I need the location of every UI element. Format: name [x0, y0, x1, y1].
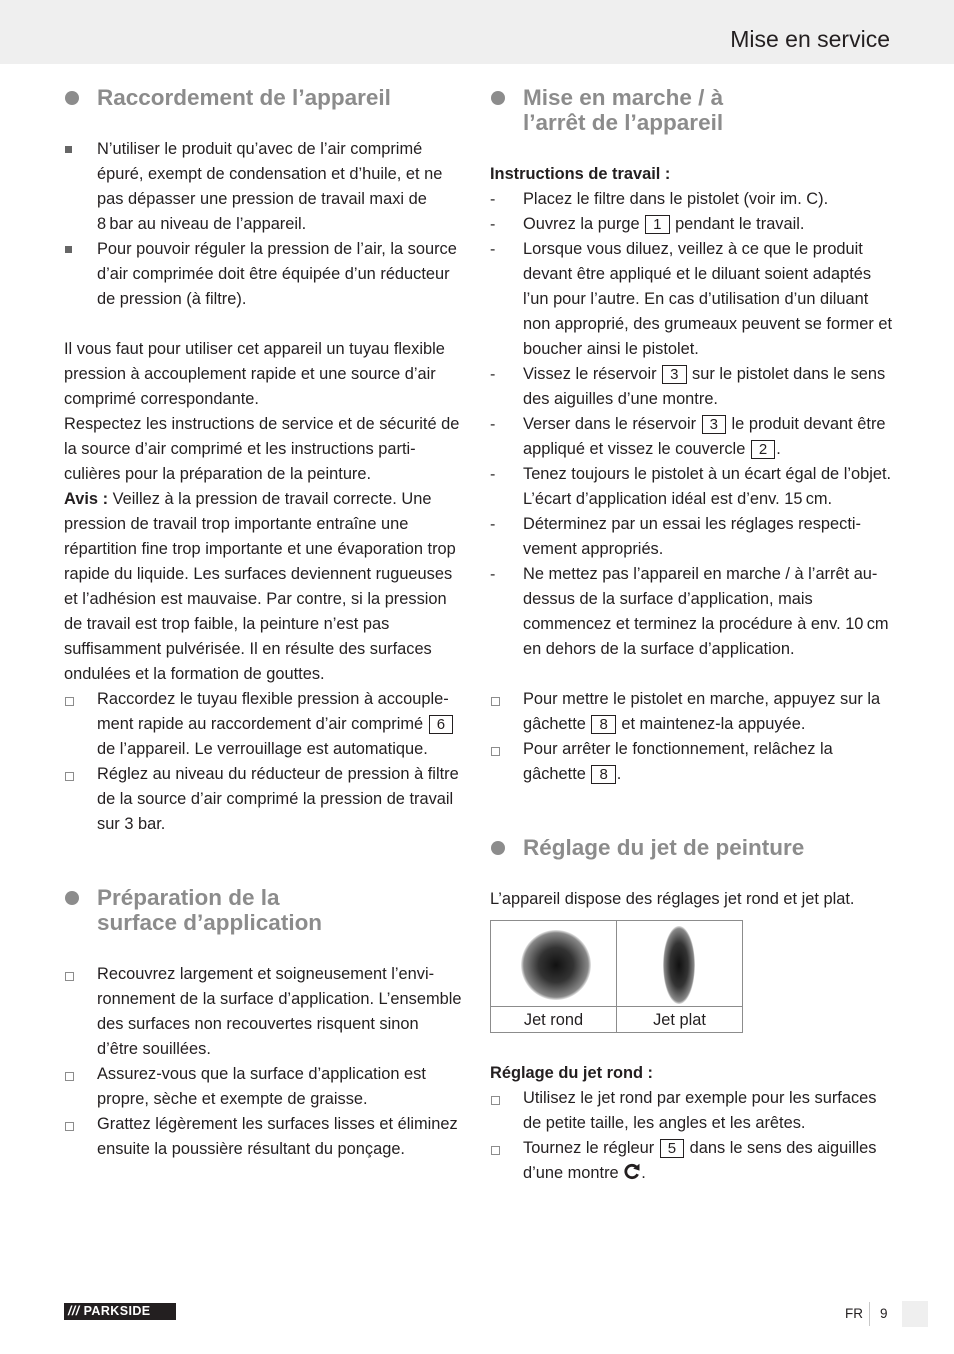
left-column — [64, 80, 464, 1162]
checkbox-bullet-icon — [490, 1136, 510, 1161]
footer-divider — [869, 1302, 870, 1326]
heading-bullet-icon — [65, 891, 79, 905]
heading-bullet-icon — [491, 841, 505, 855]
dash-item: - Ne mettez pas l’appareil en marche / à l’arrêt au-dessus de la surface d’application, mais commencez et terminez la procédure à env. 10 cm en dehors de la surface d’application. — [490, 562, 892, 662]
reference-number: 8 — [591, 765, 615, 784]
step-item: Raccordez le tuyau flexible pression à accouplement rapide au raccordement d’air comprimé 6 de l’appareil. Le verrouillage est automatique. — [64, 687, 464, 762]
step-item: Utilisez le jet rond par exemple pour les surfaces de petite taille, les angles et les arêtes. — [490, 1086, 892, 1136]
flat-spray-cell — [617, 921, 743, 1007]
page-number: 9 — [880, 1306, 888, 1321]
reference-number: 2 — [751, 440, 775, 459]
avis-paragraph: Avis : Veillez à la pression de travail correcte. Une pression de travail trop importante entraîne une répartition fine trop importante et une évaporation trop rapide du liquide. Les surfaces deviennent rugueuses et l’adhésion est mauvaise. Par contre, si la pression de travail est trop faible, la peinture n’est pas suffisamment pulvérisée. Il en résulte des surfaces ondulées et la formation de gouttes. — [64, 490, 456, 683]
checkbox-bullet-icon — [64, 762, 84, 787]
dash-bullet-icon — [490, 562, 510, 587]
checkbox-bullet-icon — [64, 962, 84, 987]
dash-bullet-icon — [490, 412, 510, 437]
step-item: Grattez légèrement les surfaces lisses et éliminez ensuite la poussière résultant du ponçage. — [64, 1112, 464, 1162]
dash-bullet-icon — [490, 462, 510, 487]
reference-number: 3 — [662, 365, 686, 384]
footer-tab — [902, 1301, 928, 1327]
section-heading-mise-en-marche: Mise en marche / à l’arrêt de l’appareil — [490, 85, 892, 135]
reference-number: 5 — [660, 1139, 684, 1158]
dash-item: - Déterminez par un essai les réglages respectivement appropriés. — [490, 512, 892, 562]
square-bullet-icon — [64, 137, 84, 162]
paragraph: Respectez les instructions de service et de sécurité de la source d’air comprimé et les instructions particulières pour la préparation de la peinture. — [64, 415, 460, 483]
flat-spray-pattern-icon — [663, 926, 695, 1004]
caption-round: Jet rond — [491, 1007, 617, 1033]
section-heading-preparation: Préparation de la surface d’application — [64, 885, 464, 935]
avis-label: Avis : — [64, 490, 109, 508]
reference-number: 3 — [702, 415, 726, 434]
caption-flat: Jet plat — [617, 1007, 743, 1033]
dash-bullet-icon — [490, 212, 510, 237]
dash-bullet-icon — [490, 237, 510, 262]
page-title: Mise en service — [730, 26, 890, 52]
subheading-instructions: Instructions de travail : — [490, 165, 671, 183]
clockwise-arrow-icon — [623, 1163, 641, 1180]
bullet-item: Pour pouvoir réguler la pression de l’air, la source d’air comprimée doit être équipée d’un réducteur de pression (à filtre). — [64, 237, 464, 312]
dash-bullet-icon — [490, 187, 510, 212]
step-item: Pour arrêter le fonctionnement, relâchez la gâchette 8 . — [490, 737, 892, 787]
dash-bullet-icon — [490, 512, 510, 537]
section-heading-reglage-jet: Réglage du jet de peinture — [490, 835, 892, 860]
right-column — [490, 80, 892, 1186]
step-item: Réglez au niveau du réducteur de pression à filtre de la source d’air comprimé la pression de travail sur 3 bar. — [64, 762, 464, 837]
checkbox-bullet-icon — [490, 1086, 510, 1111]
subheading-jet-rond: Réglage du jet rond : — [490, 1064, 654, 1082]
dash-item: - Verser dans le réservoir 3 le produit devant être appliqué et vissez le couvercle 2 . — [490, 412, 892, 462]
language-code: FR — [845, 1306, 863, 1321]
bullet-item: N’utiliser le produit qu’avec de l’air comprimé épuré, exempt de condensation et d’huile, et ne pas dépasser une pression de travail maxi de 8 bar au niveau de l’appareil. — [64, 137, 464, 237]
dash-item: - Ouvrez la purge 1 pendant le travail. — [490, 212, 892, 237]
reference-number: 8 — [591, 715, 615, 734]
checkbox-bullet-icon — [490, 737, 510, 762]
spray-pattern-table — [490, 920, 743, 1033]
dash-bullet-icon — [490, 362, 510, 387]
checkbox-bullet-icon — [64, 1062, 84, 1087]
heading-bullet-icon — [65, 91, 79, 105]
dash-item: - Tenez toujours le pistolet à un écart égal de l’objet. L’écart d’application idéal est d’env. 15 cm. — [490, 462, 892, 512]
checkbox-bullet-icon — [64, 687, 84, 712]
checkbox-bullet-icon — [64, 1112, 84, 1137]
dash-item: - Vissez le réservoir 3 sur le pistolet dans le sens des aiguilles d’une montre. — [490, 362, 892, 412]
round-spray-pattern-icon — [521, 930, 591, 1000]
checkbox-bullet-icon — [490, 687, 510, 712]
reference-number: 1 — [645, 215, 669, 234]
square-bullet-icon — [64, 237, 84, 262]
parkside-logo: /// PARKSIDE — [64, 1303, 176, 1320]
paragraph: L’appareil dispose des réglages jet rond et jet plat. — [490, 890, 855, 908]
reference-number: 6 — [429, 715, 453, 734]
dash-item: - Lorsque vous diluez, veillez à ce que le produit devant être appliqué et le diluant soient adaptés l’un pour l’autre. En cas d’utilisation d’un diluant non approprié, des grumeaux peuvent se former et boucher ainsi le pistolet. — [490, 237, 892, 362]
step-item: Assurez-vous que la surface d’application est propre, sèche et exempte de graisse. — [64, 1062, 464, 1112]
heading-bullet-icon — [491, 91, 505, 105]
step-item: Pour mettre le pistolet en marche, appuyez sur la gâchette 8 et maintenez-la appuyée. — [490, 687, 892, 737]
step-item: Tournez le régleur 5 dans le sens des aiguilles d’une montre . — [490, 1136, 892, 1186]
step-item: Recouvrez largement et soigneusement l’environnement de la surface d’application. L’ensemble des surfaces non recouvertes risquent sinon d’être souillées. — [64, 962, 464, 1062]
section-heading-raccordement: Raccordement de l’appareil — [64, 85, 464, 110]
paragraph: Il vous faut pour utiliser cet appareil un tuyau flexible pression à accouplement rapide et une source d’air comprimé correspondante. — [64, 340, 445, 408]
round-spray-cell — [491, 921, 617, 1007]
dash-item: - Placez le filtre dans le pistolet (voir im. C). — [490, 187, 892, 212]
